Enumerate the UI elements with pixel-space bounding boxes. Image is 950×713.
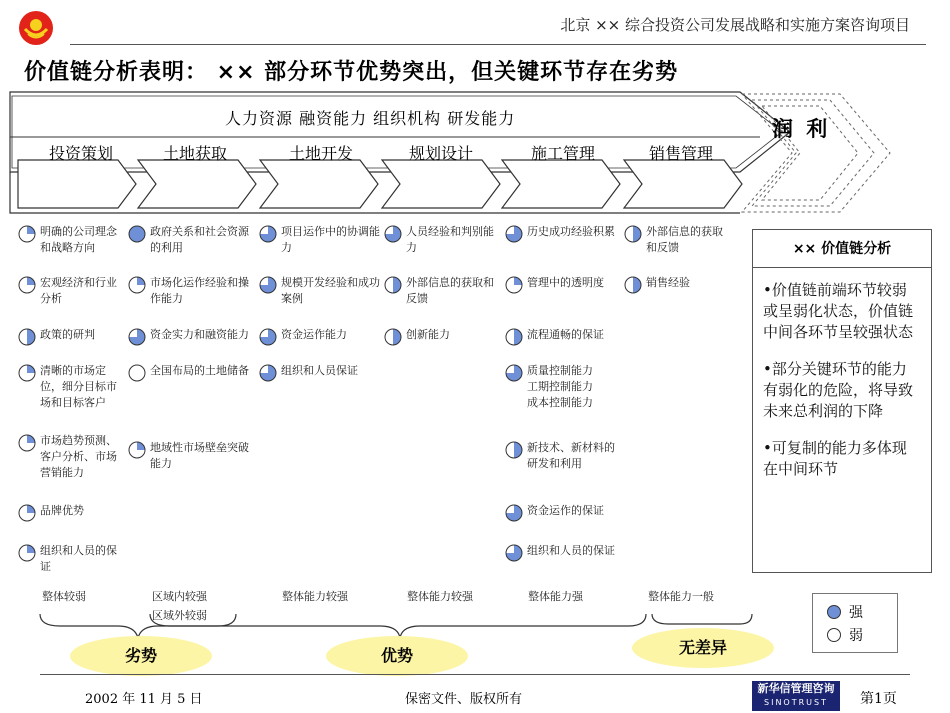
- verdict-advantage: 优势: [326, 636, 468, 676]
- capability-item: [281, 275, 385, 307]
- capability-text: 组织和人员的保证: [527, 544, 615, 557]
- summary-land-development: 整体能力较强: [282, 590, 348, 603]
- grouping-braces: [0, 600, 760, 640]
- stage-chevron: [260, 160, 378, 208]
- brace-no-difference: [652, 614, 752, 624]
- capability-item: [150, 363, 256, 379]
- capability-text: 组织和人员保证: [281, 364, 358, 377]
- strength-pie-icon: [18, 328, 36, 346]
- capability-text: 历史成功经验积累: [527, 225, 615, 238]
- strength-pie-icon: [505, 225, 523, 243]
- support-activities: 人力资源 融资能力 组织机构 研发能力: [225, 109, 516, 128]
- company-logo-icon: [18, 10, 54, 46]
- strength-pie-icon: [505, 441, 523, 459]
- stage-sales-management: 销售管理: [648, 144, 713, 163]
- capability-item: [40, 543, 122, 575]
- capability-item: [406, 224, 502, 256]
- capability-text: 政府关系和社会资源的利用: [150, 225, 249, 254]
- capability-item: [150, 327, 256, 343]
- strength-pie-icon: [505, 328, 523, 346]
- capability-item: [40, 224, 122, 256]
- capability-text: 清晰的市场定位，细分目标市场和目标客户: [40, 364, 117, 409]
- stage-chevron: [138, 160, 256, 208]
- strength-pie-icon: [18, 276, 36, 294]
- capability-text: 项目运作中的协调能力: [281, 225, 380, 254]
- strength-pie-icon: [18, 364, 36, 382]
- strength-pie-icon: [259, 276, 277, 294]
- strength-pie-icon: [18, 225, 36, 243]
- legend-weak-label: 弱: [849, 628, 863, 644]
- capability-item: [40, 275, 122, 307]
- capability-item: [150, 275, 256, 307]
- capability-item: [40, 363, 122, 411]
- brace-advantage: [150, 614, 646, 638]
- capability-text: 组织和人员的保证: [40, 544, 117, 573]
- footer-divider: [40, 674, 910, 675]
- summary-point-3: •可复制的能力多体现在中间环节: [763, 439, 907, 478]
- capability-text: 市场趋势预测、客户分析、市场营销能力: [40, 434, 117, 479]
- capability-item: [40, 503, 122, 519]
- footer-confidential: 保密文件、版权所有: [405, 692, 523, 707]
- strength-pie-icon: [259, 364, 277, 382]
- verdict-no-difference: 无差异: [632, 628, 774, 668]
- capability-item: [527, 363, 623, 411]
- verdict-disadvantage: 劣势: [70, 636, 212, 676]
- capability-text: 外部信息的获取和反馈: [406, 276, 494, 305]
- capability-item: [281, 363, 385, 379]
- summary-investment-planning: 整体较弱: [42, 590, 86, 603]
- capability-item: [527, 543, 623, 559]
- stage-construction-management: 施工管理: [530, 144, 595, 163]
- capability-text: 销售经验: [646, 276, 690, 289]
- capability-text: 外部信息的获取和反馈: [646, 225, 723, 254]
- capability-item: [527, 327, 623, 343]
- capability-text: 人员经验和判别能力: [406, 225, 494, 254]
- capability-item: [281, 224, 385, 256]
- capability-item: [406, 327, 502, 343]
- capability-item: [150, 440, 256, 472]
- strength-pie-icon: [128, 328, 146, 346]
- page-title: 价值链分析表明： ×× 部分环节优势突出，但关键环节存在劣势: [24, 60, 679, 85]
- strength-pie-icon: [505, 276, 523, 294]
- strength-pie-icon: [505, 544, 523, 562]
- strength-pie-icon: [18, 504, 36, 522]
- legend-strong-label: 强: [849, 605, 863, 621]
- brand-name: 新华信管理咨询: [757, 682, 835, 695]
- capability-item: [527, 275, 623, 291]
- summary-planning-design: 整体能力较强: [407, 590, 473, 603]
- capability-text: 资金运作的保证: [527, 504, 604, 517]
- strength-pie-icon: [624, 225, 642, 243]
- footer-date: 2002 年 11 月 5 日: [85, 692, 203, 707]
- capability-text: 管理中的透明度: [527, 276, 604, 289]
- capability-text: 创新能力: [406, 328, 450, 341]
- capability-item: [281, 327, 385, 343]
- capability-text: 品牌优势: [40, 504, 84, 517]
- capability-text: 宏观经济和行业分析: [40, 276, 117, 305]
- strength-pie-icon: [128, 276, 146, 294]
- capability-text: 市场化运作经验和操作能力: [150, 276, 249, 305]
- summary-point-1: •价值链前端环节较弱或呈弱化状态，价值链中间各环节呈较强状态: [763, 281, 914, 341]
- strong-dot-icon: [827, 605, 841, 619]
- strength-pie-icon: [505, 364, 523, 382]
- page-number: 第1页: [860, 691, 897, 707]
- stage-planning-design: 规划设计: [408, 144, 473, 163]
- summary-land-acquisition: 区域内较强: [152, 590, 207, 603]
- strength-pie-icon: [259, 225, 277, 243]
- stage-chevron: [502, 160, 620, 208]
- strength-pie-icon: [384, 328, 402, 346]
- strength-pie-icon: [624, 276, 642, 294]
- capability-item: [406, 275, 502, 307]
- capability-item: [646, 224, 730, 256]
- brand-logo: [752, 681, 840, 711]
- summary-construction-management: 整体能力强: [528, 590, 583, 603]
- stage-land-acquisition: 土地获取: [162, 144, 227, 163]
- summary-box-title: ×× 价值链分析: [753, 230, 931, 268]
- brand-name-en: SINOTRUST: [764, 698, 828, 707]
- strength-pie-icon: [128, 225, 146, 243]
- profit-label: 润 利: [772, 116, 831, 141]
- header-divider: [70, 44, 926, 45]
- capability-item: [150, 224, 256, 256]
- capability-text: 地域性市场壁垒突破能力: [150, 441, 249, 470]
- weak-dot-icon: [827, 628, 841, 642]
- stage-chevron: [18, 160, 136, 208]
- capability-item: [527, 503, 623, 519]
- strength-pie-icon: [128, 441, 146, 459]
- strength-pie-icon: [505, 504, 523, 522]
- strength-pie-icon: [18, 434, 36, 452]
- summary-point-2: •部分关键环节的能力有弱化的危险，将导致未来总利润的下降: [763, 360, 914, 420]
- capability-text: 全国布局的土地储备: [150, 364, 249, 377]
- capability-item: [40, 327, 122, 343]
- summary-sales-management: 整体能力一般: [648, 590, 714, 603]
- strength-pie-icon: [18, 544, 36, 562]
- capability-item: [527, 224, 623, 240]
- capability-text: 明确的公司理念和战略方向: [40, 225, 117, 254]
- capability-text: 规模开发经验和成功案例: [281, 276, 380, 305]
- capability-text: 资金实力和融资能力: [150, 328, 249, 341]
- strength-pie-icon: [259, 328, 277, 346]
- stage-chevron: [382, 160, 500, 208]
- value-chain-summary-box: [752, 229, 932, 573]
- header-title: 北京 ×× 综合投资公司发展战略和实施方案咨询项目: [560, 16, 910, 34]
- stage-investment-planning: 投资策划: [48, 144, 113, 163]
- strength-legend: [812, 593, 898, 653]
- strength-pie-icon: [384, 276, 402, 294]
- summary-land-acquisition-2: 区域外较弱: [152, 609, 207, 622]
- capability-item: [646, 275, 730, 291]
- stage-chevron: [624, 160, 742, 208]
- strength-pie-icon: [128, 364, 146, 382]
- capability-item: [527, 440, 623, 472]
- capability-text: 质量控制能力 工期控制能力 成本控制能力: [527, 364, 593, 409]
- capability-text: 流程通畅的保证: [527, 328, 604, 341]
- strength-pie-icon: [384, 225, 402, 243]
- stage-land-development: 土地开发: [288, 144, 353, 163]
- capability-item: [40, 433, 122, 481]
- capability-text: 资金运作能力: [281, 328, 347, 341]
- capability-text: 政策的研判: [40, 328, 95, 341]
- capability-text: 新技术、新材料的研发和利用: [527, 441, 615, 470]
